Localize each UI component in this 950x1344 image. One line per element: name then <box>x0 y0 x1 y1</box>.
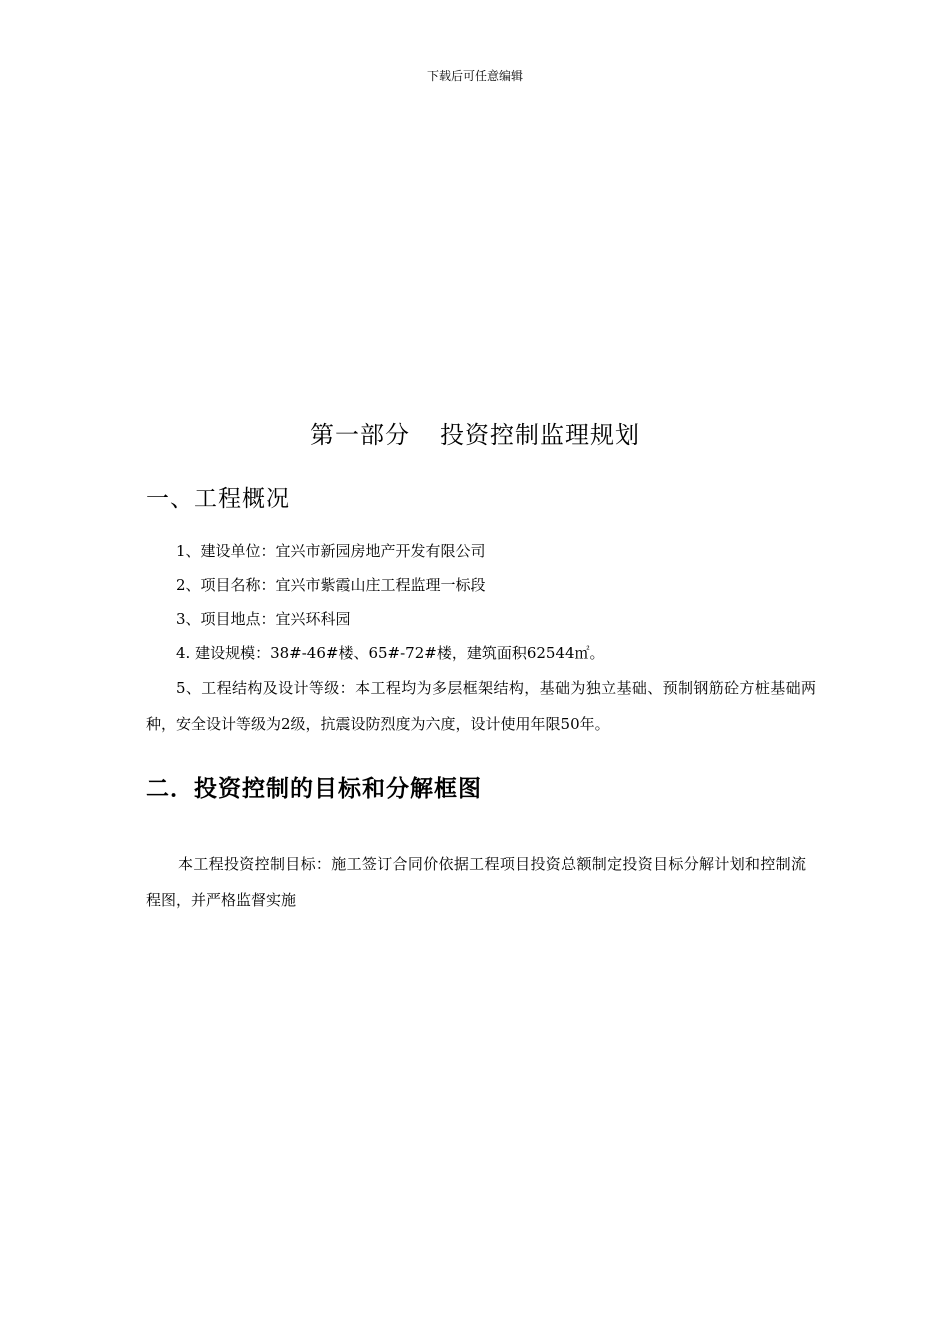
section-heading-investment-control: 二．投资控制的目标和分解框图 <box>146 776 482 802</box>
list-item-project-location: 3、项目地点：宜兴环科园 <box>176 610 351 628</box>
list-item-project-name: 2、项目名称：宜兴市紫霞山庄工程监理一标段 <box>176 576 486 594</box>
list-item-construction-unit: 1、建设单位：宜兴市新园房地产开发有限公司 <box>176 542 486 560</box>
page-header: 下载后可任意编辑 <box>426 69 523 83</box>
part-title <box>0 420 950 450</box>
part-title-name: 投资控制监理规划 <box>440 421 640 449</box>
part-title-number: 第一部分 <box>310 421 410 449</box>
list-item-structure-design-grade: 5、工程结构及设计等级：本工程均为多层框架结构，基础为独立基础、预制钢筋砼方桩基础两种，安全设计等级为2级，抗震设防烈度为六度，设计使用年限50年。 <box>146 679 816 733</box>
list-item-construction-scale: 4. 建设规模：38#-46#楼、65#-72#楼，建筑面积62544㎡。 <box>176 644 605 662</box>
section-heading-project-overview: 一、工程概况 <box>146 486 290 512</box>
project-overview-list <box>146 534 816 742</box>
investment-control-paragraph: 本工程投资控制目标：施工签订合同价依据工程项目投资总额制定投资目标分解计划和控制流程图，并严格监督实施 <box>146 855 806 909</box>
